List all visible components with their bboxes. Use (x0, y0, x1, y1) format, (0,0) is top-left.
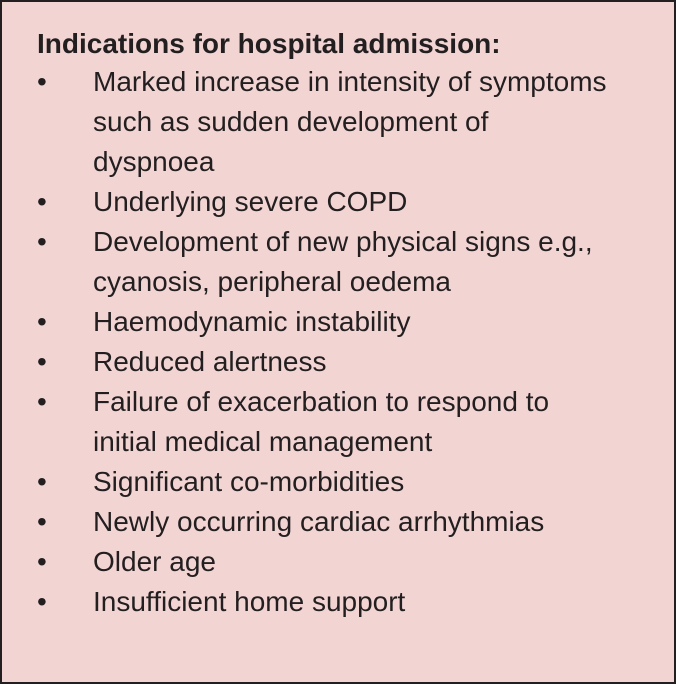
list-item-text-line: Older age (93, 546, 216, 577)
list-item-text-line: Reduced alertness (93, 346, 327, 377)
list-item (2, 182, 676, 222)
list-item-text-line: Failure of exacerbation to respond to (93, 386, 550, 417)
bullet-icon: • (37, 546, 47, 577)
bullet-icon: • (37, 466, 47, 497)
bullet-icon: • (37, 66, 47, 97)
list-item-text-line: Insufficient home support (93, 586, 406, 617)
list-item-text-line: Marked increase in intensity of symptoms (93, 66, 607, 97)
list-item (2, 462, 676, 502)
list-item (2, 302, 676, 342)
box-heading: Indications for hospital admission: (37, 28, 501, 59)
list-item-text-line: Development of new physical signs e.g., (93, 226, 593, 257)
indications-list (2, 62, 676, 622)
list-item-text-line: initial medical management (93, 426, 433, 457)
bullet-icon: • (37, 346, 47, 377)
bullet-icon: • (37, 386, 47, 417)
list-item (2, 582, 676, 622)
list-item (2, 382, 676, 462)
list-item-text-line: Newly occurring cardiac arrhythmias (93, 506, 545, 537)
list-item (2, 502, 676, 542)
list-item-text-line: cyanosis, peripheral oedema (93, 266, 451, 297)
list-item-text-line: Underlying severe COPD (93, 186, 408, 217)
list-item-text-line: Significant co-morbidities (93, 466, 405, 497)
bullet-icon: • (37, 226, 47, 257)
bullet-icon: • (37, 506, 47, 537)
bullet-icon: • (37, 186, 47, 217)
list-item-text-line: such as sudden development of (93, 106, 489, 137)
list-item (2, 222, 676, 302)
bullet-icon: • (37, 586, 47, 617)
bullet-icon: • (37, 306, 47, 337)
list-item (2, 542, 676, 582)
list-item (2, 62, 676, 182)
list-item-text-line: dyspnoea (93, 146, 215, 177)
list-item-text-line: Haemodynamic instability (93, 306, 411, 337)
list-item (2, 342, 676, 382)
